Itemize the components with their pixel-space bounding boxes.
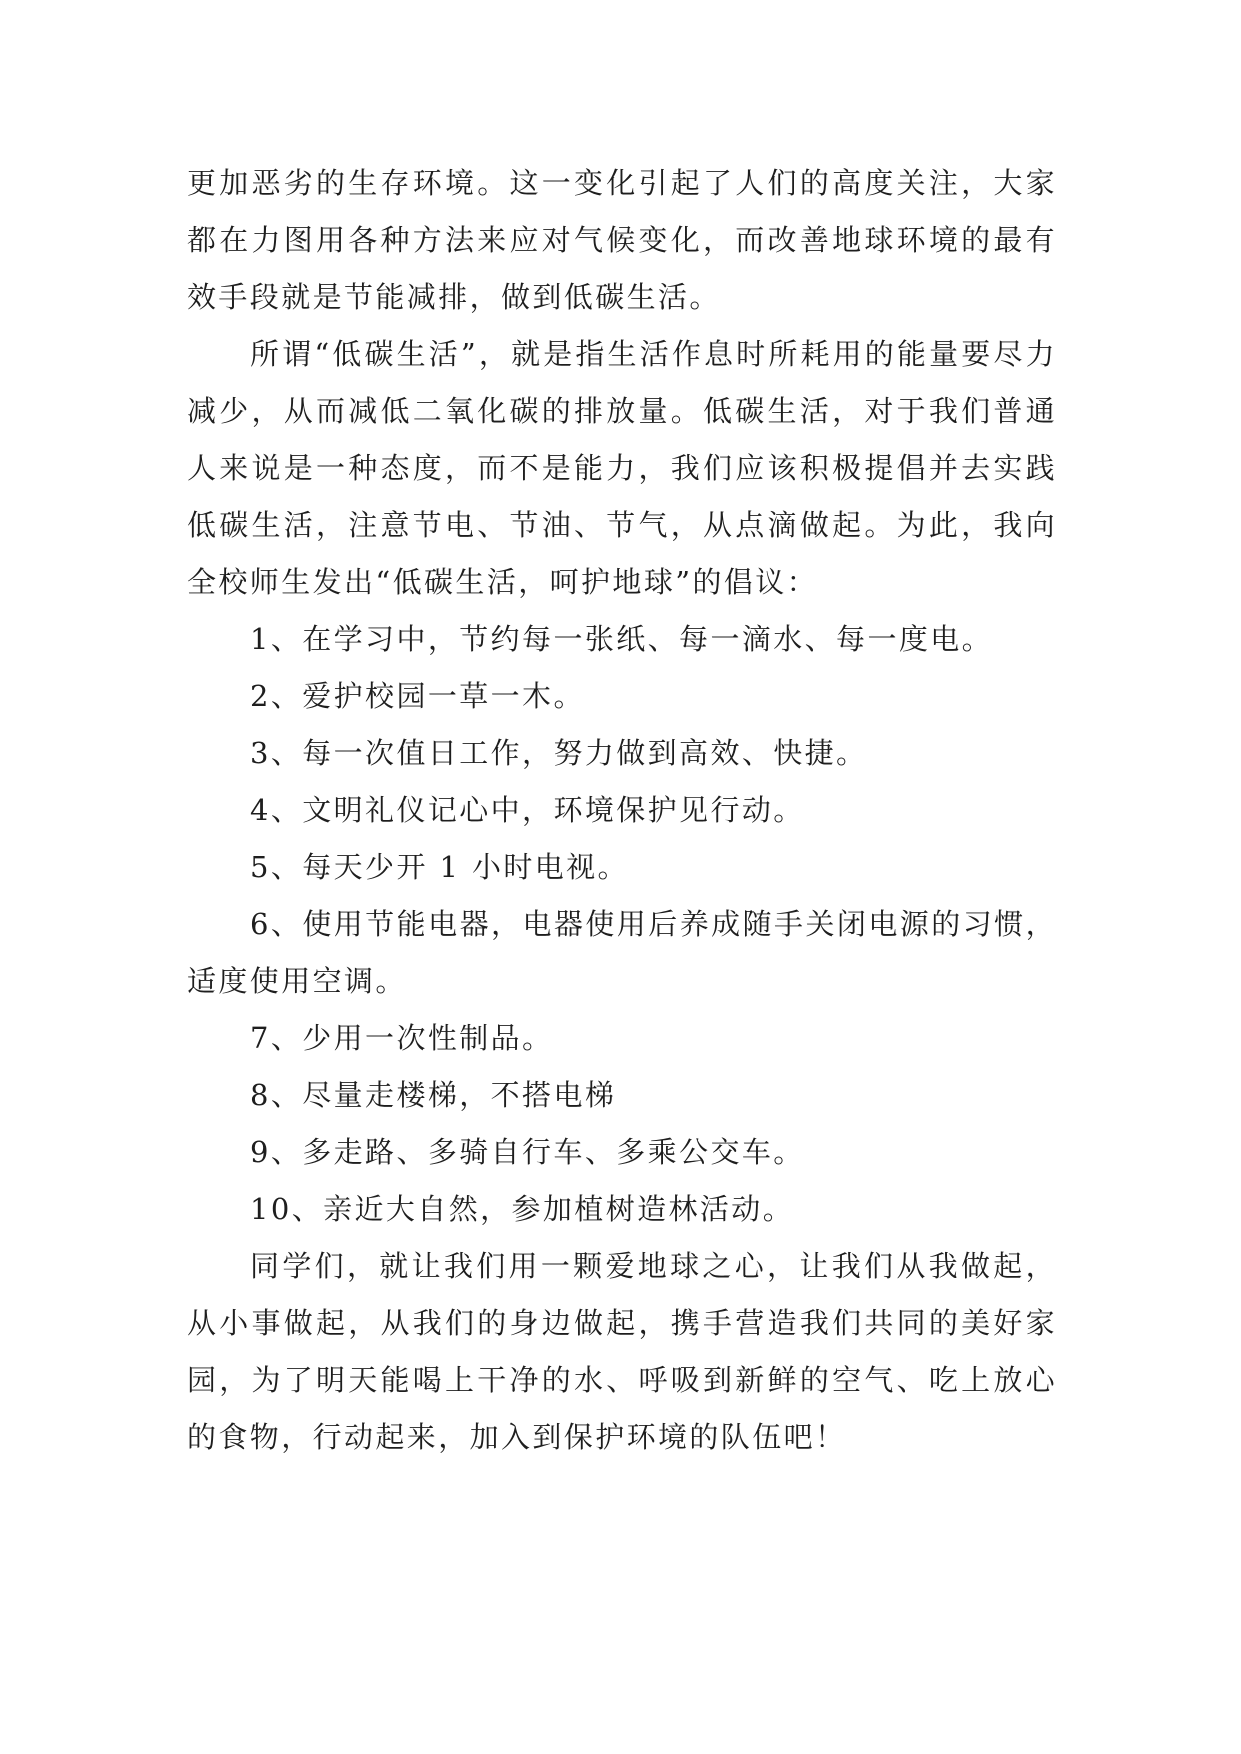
intro-paragraph: 更加恶劣的生存环境。这一变化引起了人们的高度关注，大家都在力图用各种方法来应对气候变化，而改善地球环境的最有效手段就是节能减排，做到低碳生活。 [187, 166, 1057, 314]
proposal-item-6: 6、使用节能电器，电器使用后养成随手关闭电源的习惯，适度使用空调。 [187, 907, 1057, 998]
proposal-item-3: 3、每一次值日工作，努力做到高效、快捷。 [250, 736, 868, 770]
proposal-item-1: 1、在学习中，节约每一张纸、每一滴水、每一度电。 [250, 622, 994, 656]
closing-paragraph: 同学们，就让我们用一颗爱地球之心，让我们从我做起，从小事做起，从我们的身边做起，携手营造我们共同的美好家园，为了明天能喝上干净的水、呼吸到新鲜的空气、吃上放心的食物，行动起来，加入到保护环境的队伍吧！ [187, 1249, 1057, 1454]
proposal-item-2: 2、爱护校园一草一木。 [250, 679, 585, 713]
proposal-item-4: 4、文明礼仪记心中，环境保护见行动。 [250, 793, 805, 827]
definition-paragraph: 所谓“低碳生活”，就是指生活作息时所耗用的能量要尽力减少，从而减低二氧化碳的排放量。低碳生活，对于我们普通人来说是一种态度，而不是能力，我们应该积极提倡并去实践低碳生活，注意节电、节油、节气，从点滴做起。为此，我向全校师生发出“低碳生活，呵护地球”的倡议： [187, 337, 1057, 599]
document-body [187, 155, 1057, 1466]
proposal-item-7: 7、少用一次性制品。 [250, 1021, 554, 1055]
proposal-item-9: 9、多走路、多骑自行车、多乘公交车。 [250, 1135, 805, 1169]
proposal-item-10: 10、亲近大自然，参加植树造林活动。 [250, 1192, 795, 1226]
proposal-item-8: 8、尽量走楼梯，不搭电梯 [250, 1078, 617, 1112]
proposal-item-5: 5、每天少开 1 小时电视。 [250, 850, 629, 884]
